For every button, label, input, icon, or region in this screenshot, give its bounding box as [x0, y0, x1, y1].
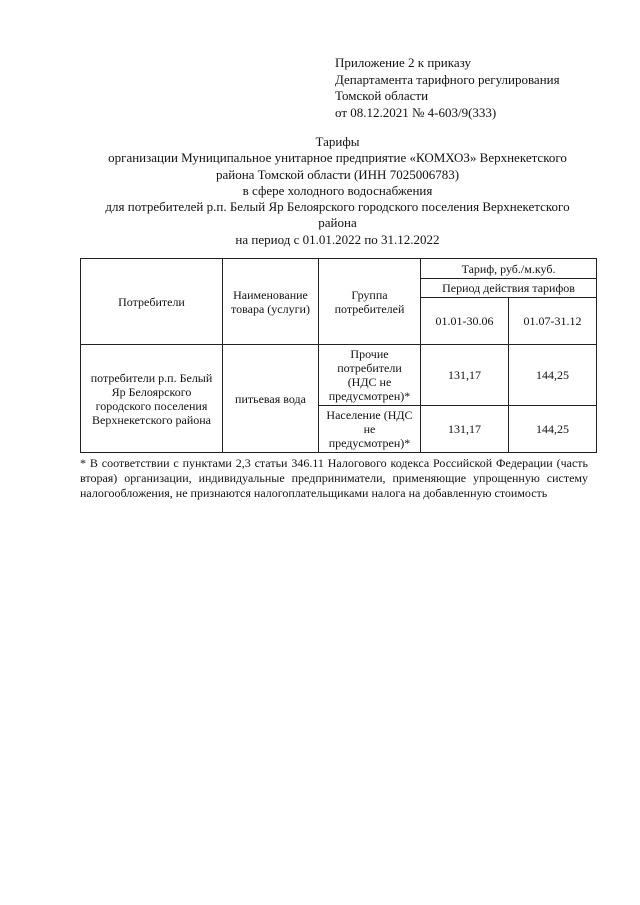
document-title [75, 134, 600, 248]
title-line: для потребителей р.п. Белый Яр Белоярского городского поселения Верхнекетского [105, 199, 570, 215]
header-product: Наименование товара (услуги) [223, 259, 319, 345]
tariff-value-cell: 144,25 [509, 345, 597, 406]
table-row [81, 345, 597, 406]
title-line: района Томской области (ИНН 7025006783) [215, 166, 460, 182]
appendix-line: от 08.12.2021 № 4-603/9(333) [335, 104, 497, 120]
tariff-value-cell: 144,25 [509, 406, 597, 453]
header-period: Период действия тарифов [421, 279, 597, 298]
header-consumers: Потребители [81, 259, 223, 345]
group-cell: Прочие потребители (НДС не предусмотрен)* [319, 345, 421, 406]
group-cell: Население (НДС не предусмотрен)* [319, 406, 421, 453]
title-line: в сфере холодного водоснабжения [242, 182, 433, 198]
title-line: организации Муниципальное унитарное предприятие «КОМХОЗ» Верхнекетского [108, 150, 567, 166]
table-header-row [81, 259, 597, 279]
appendix-line: Департамента тарифного регулирования [335, 71, 560, 87]
appendix-line: Томской области [335, 88, 429, 103]
appendix-header [335, 55, 560, 121]
tariff-value-cell: 131,17 [421, 345, 509, 406]
header-period-2: 01.07-31.12 [509, 298, 597, 345]
consumer-cell: потребители р.п. Белый Яр Белоярского городского поселения Верхнекетского района [81, 345, 223, 453]
footnote: * В соответствии с пунктами 2,3 статьи 346.11 Налогового кодекса Российской Федерации (часть вторая) организации, индивидуальные предприниматели, применяющие упрощенную систему налогообложения, не признаются налогоплательщиками налога на добавленную стоимость [80, 456, 588, 500]
appendix-line: Приложение 2 к приказу [335, 55, 472, 70]
title-line: Тарифы [315, 134, 360, 149]
title-line: района [318, 215, 357, 231]
header-group: Группа потребителей [319, 259, 421, 345]
header-tariff: Тариф, руб./м.куб. [421, 259, 597, 279]
tariff-table [80, 258, 597, 453]
tariff-value-cell: 131,17 [421, 406, 509, 453]
title-line: на период с 01.01.2022 по 31.12.2022 [235, 231, 440, 247]
product-cell: питьевая вода [223, 345, 319, 453]
header-period-1: 01.01-30.06 [421, 298, 509, 345]
